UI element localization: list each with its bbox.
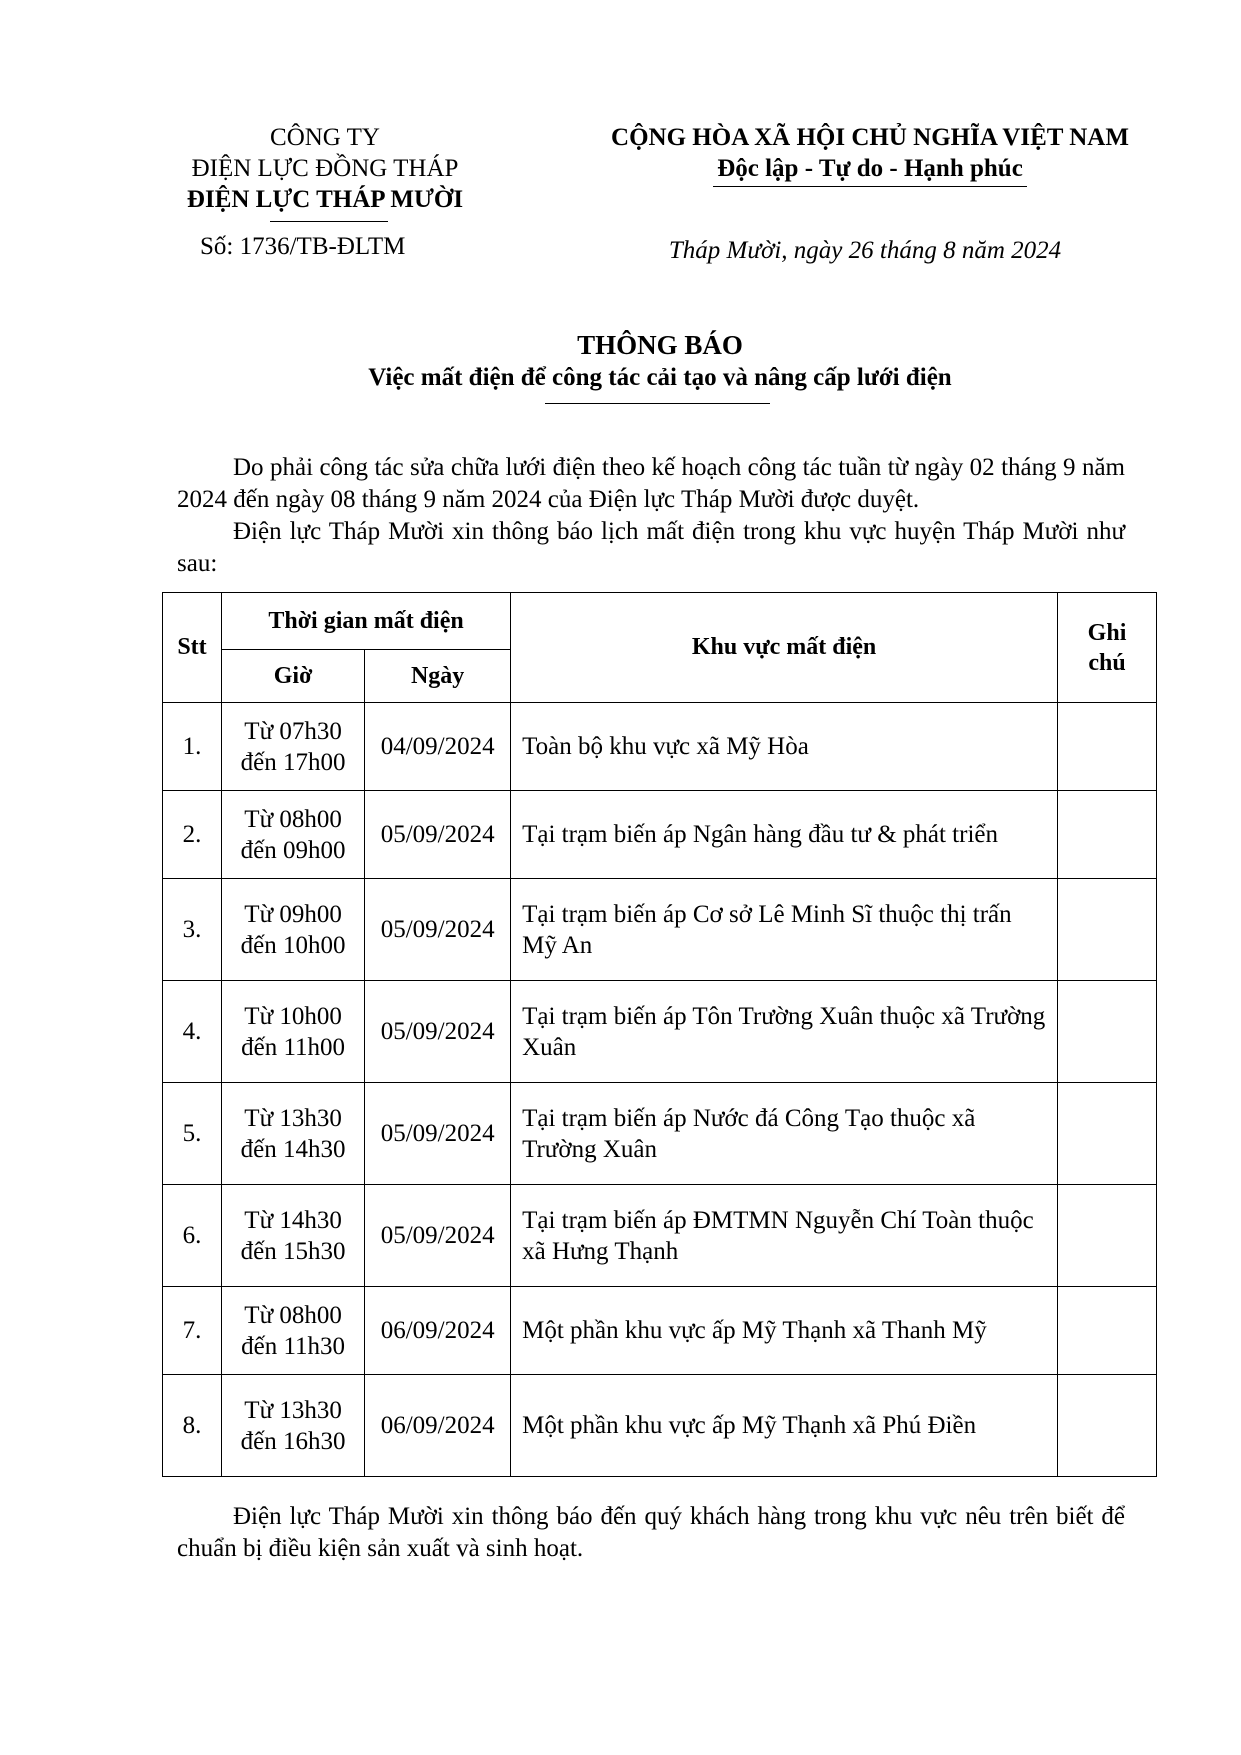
- row-stt: 6.: [163, 1185, 222, 1287]
- header-time-group: Thời gian mất điện: [221, 593, 510, 650]
- national-title: CỘNG HÒA XÃ HỘI CHỦ NGHĨA VIỆT NAM: [611, 124, 1129, 151]
- row-area: Tại trạm biến áp Nước đá Công Tạo thuộc xã Trường Xuân: [511, 1083, 1058, 1185]
- table-row: [163, 1287, 1157, 1375]
- row-time-to: đến 10h00: [240, 931, 346, 959]
- row-time: [221, 981, 364, 1083]
- issuer-parent-company: CÔNG TY: [270, 124, 380, 151]
- row-time-from: Từ 14h30: [244, 1206, 342, 1234]
- header-note-line1: Ghi: [1087, 619, 1127, 646]
- row-note: [1058, 791, 1157, 879]
- row-time-to: đến 14h30: [240, 1135, 346, 1163]
- row-time: [221, 1083, 364, 1185]
- row-date: 06/09/2024: [365, 1375, 511, 1477]
- row-time-to: đến 16h30: [240, 1427, 346, 1455]
- document-subtitle: Việc mất điện để công tác cải tạo và nâng cấp lưới điện: [368, 364, 952, 391]
- row-date: 05/09/2024: [365, 1083, 511, 1185]
- row-time-to: đến 11h30: [241, 1332, 346, 1360]
- row-date: 05/09/2024: [365, 879, 511, 981]
- row-time: [221, 703, 364, 791]
- header-note-line2: chú: [1088, 649, 1126, 676]
- row-time-to: đến 09h00: [240, 836, 346, 864]
- row-note: [1058, 1375, 1157, 1477]
- intro-paragraph-1: Do phải công tác sửa chữa lưới điện theo kế hoạch công tác tuần từ ngày 02 tháng 9 năm 2024 đến ngày 08 tháng 9 năm 2024 của Điện lực Tháp Mười được duyệt.: [177, 454, 1125, 513]
- row-area: Tại trạm biến áp ĐMTMN Nguyễn Chí Toàn thuộc xã Hưng Thạnh: [511, 1185, 1058, 1287]
- row-note: [1058, 703, 1157, 791]
- row-area: Tại trạm biến áp Tôn Trường Xuân thuộc xã Trường Xuân: [511, 981, 1058, 1083]
- issuer-block: [160, 122, 490, 215]
- row-time: [221, 1287, 364, 1375]
- row-date: 05/09/2024: [365, 981, 511, 1083]
- table-row: [163, 703, 1157, 791]
- row-note: [1058, 1083, 1157, 1185]
- intro-paragraph-2: Điện lực Tháp Mười xin thông báo lịch mất điện trong khu vực huyện Tháp Mười như sau:: [177, 518, 1125, 577]
- row-note: [1058, 1185, 1157, 1287]
- header-area: Khu vực mất điện: [511, 593, 1058, 703]
- row-time-from: Từ 08h00: [244, 1301, 342, 1329]
- table-row: [163, 1083, 1157, 1185]
- national-motto: Độc lập - Tự do - Hạnh phúc: [713, 153, 1027, 187]
- row-time-from: Từ 10h00: [244, 1002, 342, 1030]
- row-time: [221, 879, 364, 981]
- row-stt: 3.: [163, 879, 222, 981]
- title-block: [160, 328, 1160, 394]
- table-row: [163, 1375, 1157, 1477]
- row-time: [221, 1185, 364, 1287]
- row-area: Tại trạm biến áp Cơ sở Lê Minh Sĩ thuộc thị trấn Mỹ An: [511, 879, 1058, 981]
- table-row: [163, 1185, 1157, 1287]
- row-time-from: Từ 07h30: [244, 717, 342, 745]
- row-stt: 8.: [163, 1375, 222, 1477]
- table-row: [163, 791, 1157, 879]
- row-time-to: đến 11h00: [241, 1033, 346, 1061]
- document-number: Số: 1736/TB-ĐLTM: [200, 233, 406, 260]
- row-stt: 4.: [163, 981, 222, 1083]
- header-date: Ngày: [365, 650, 511, 703]
- title-underline: [545, 403, 770, 404]
- row-date: 05/09/2024: [365, 791, 511, 879]
- row-note: [1058, 1287, 1157, 1375]
- place-date: Tháp Mười, ngày 26 tháng 8 năm 2024: [668, 237, 1062, 264]
- table-row: [163, 879, 1157, 981]
- row-note: [1058, 879, 1157, 981]
- document-title: THÔNG BÁO: [577, 330, 743, 360]
- header-hour: Giờ: [221, 650, 364, 703]
- row-stt: 5.: [163, 1083, 222, 1185]
- row-date: 06/09/2024: [365, 1287, 511, 1375]
- row-stt: 2.: [163, 791, 222, 879]
- row-area: Một phần khu vực ấp Mỹ Thạnh xã Phú Điền: [511, 1375, 1058, 1477]
- header-stt: Stt: [163, 593, 222, 703]
- header-note: [1058, 593, 1157, 703]
- row-time-from: Từ 08h00: [244, 805, 342, 833]
- issuer-parent-name: ĐIỆN LỰC ĐỒNG THÁP: [191, 155, 459, 182]
- row-area: Toàn bộ khu vực xã Mỹ Hòa: [511, 703, 1058, 791]
- row-stt: 7.: [163, 1287, 222, 1375]
- national-header: [575, 122, 1165, 187]
- outage-schedule-table: [162, 592, 1157, 1477]
- row-area: Tại trạm biến áp Ngân hàng đầu tư & phát triển: [511, 791, 1058, 879]
- row-area: Một phần khu vực ấp Mỹ Thạnh xã Thanh Mỹ: [511, 1287, 1058, 1375]
- row-time: [221, 1375, 364, 1477]
- issuer-underline: [270, 221, 388, 222]
- row-date: 05/09/2024: [365, 1185, 511, 1287]
- closing-paragraph: Điện lực Tháp Mười xin thông báo đến quý khách hàng trong khu vực nêu trên biết để chuẩn bị điều kiện sản xuất và sinh hoạt.: [177, 1503, 1125, 1562]
- row-time-to: đến 15h30: [240, 1237, 346, 1265]
- table-row: [163, 981, 1157, 1083]
- row-stt: 1.: [163, 703, 222, 791]
- issuer-name: ĐIỆN LỰC THÁP MƯỜI: [186, 186, 464, 213]
- row-time-to: đến 17h00: [240, 748, 346, 776]
- row-time-from: Từ 13h30: [244, 1396, 342, 1424]
- row-note: [1058, 981, 1157, 1083]
- row-time: [221, 791, 364, 879]
- row-time-from: Từ 09h00: [244, 900, 342, 928]
- row-date: 04/09/2024: [365, 703, 511, 791]
- row-time-from: Từ 13h30: [244, 1104, 342, 1132]
